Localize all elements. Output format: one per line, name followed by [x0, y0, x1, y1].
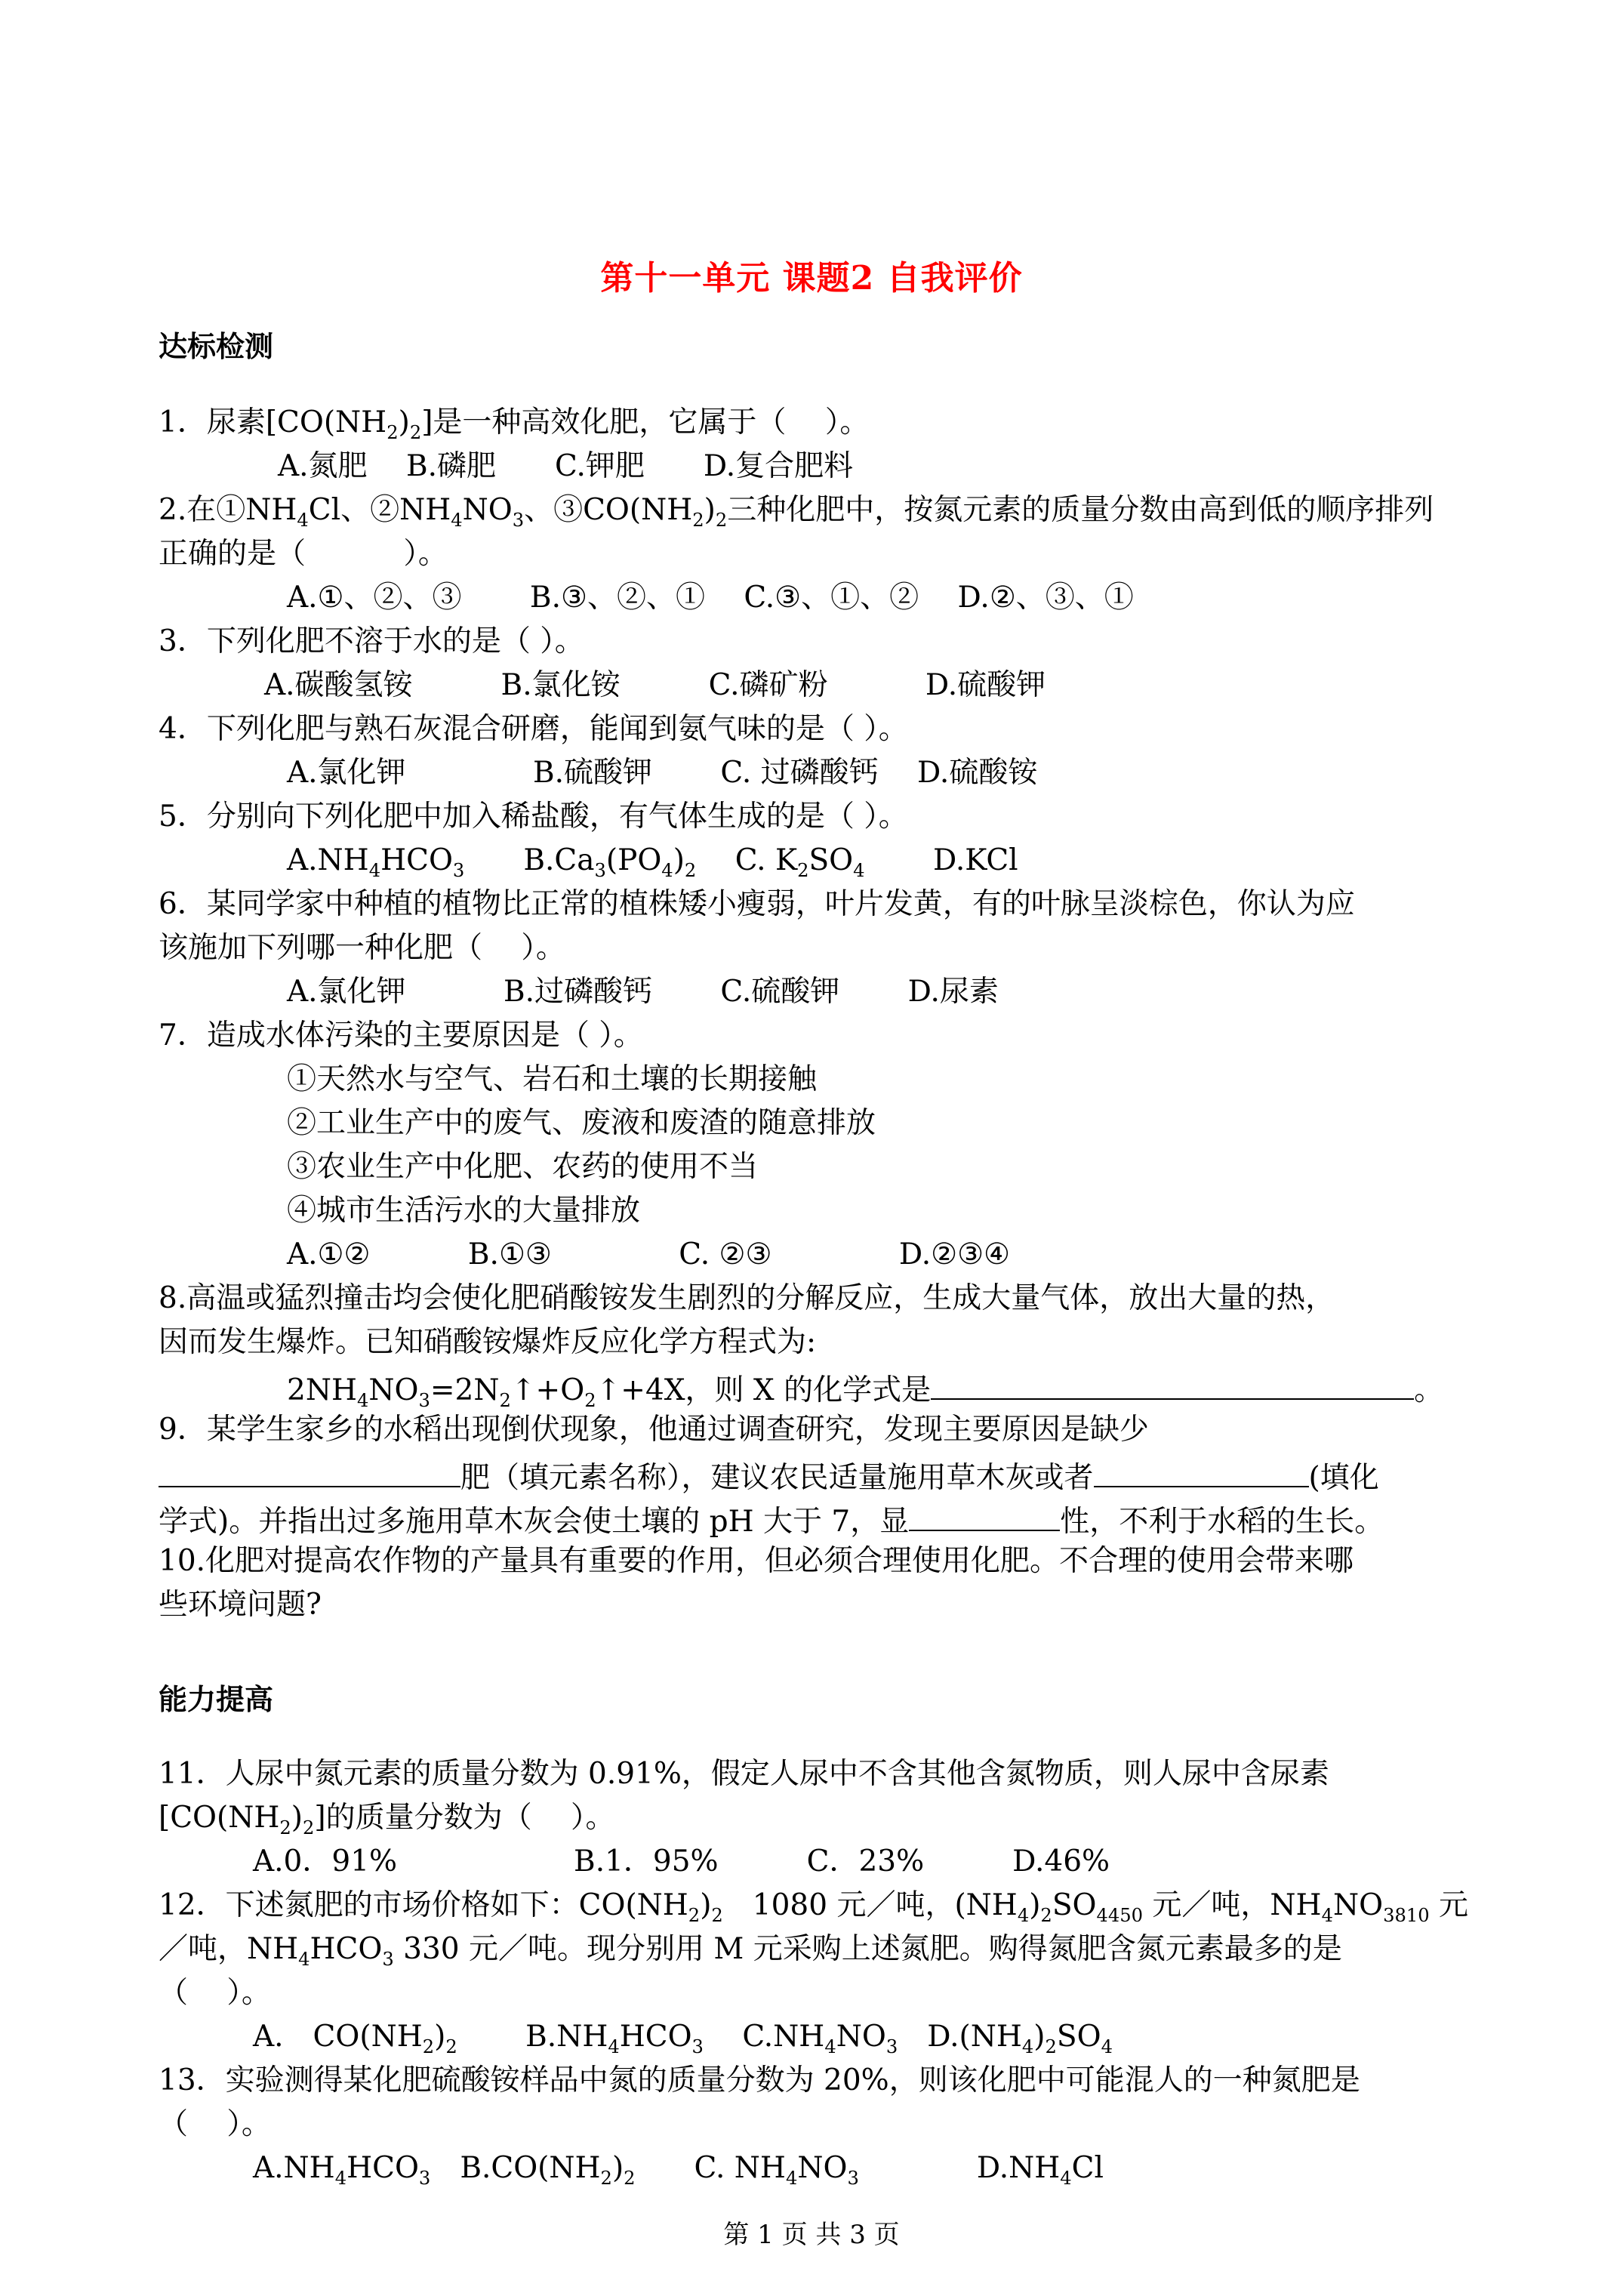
question-10-stem-line2: 些环境问题?	[159, 1588, 322, 1622]
question-4-options: A.氯化钾 B.硫酸钾 C. 过磷酸钙 D.硫酸铵	[287, 756, 1038, 790]
question-2-stem-line1: 2.在$①NH_4Cl$、$②NH_4NO_3$、$③CO(NH_2)_2$三种化肥中，按氮元素的质量分数由高到低的顺序排列	[159, 493, 1434, 531]
question-9-text-3a: 学式)。并指出过多施用草木灰会使土壤的 pH 大于 7，显	[159, 1505, 910, 1539]
question-7-item-3: ③农业生产中化肥、农药的使用不当	[287, 1150, 759, 1184]
question-10-stem-line1: 10.化肥对提高农作物的产量具有重要的作用，但必须合理使用化肥。不合理的使用会带来哪	[159, 1544, 1354, 1578]
page-title: 第十一单元 课题2 自我评价	[600, 259, 1023, 297]
question-9-property-blank[interactable]	[909, 1502, 1060, 1531]
question-12-stem-line3: （ ）。	[159, 1976, 271, 2010]
question-7-options: A.①② B.①③ C. ②③ D.②③④	[287, 1237, 1010, 1271]
question-12-options: A. $CO(NH_2)_2$ $B.NH_4HCO_3$ $C.NH_4NO_3$ $D.(NH_4)_2SO_4$	[253, 2020, 1113, 2057]
question-8-equation-line	[287, 1371, 1443, 1410]
question-8-stem-line2: 因而发生爆炸。已知硝酸铵爆炸反应化学方程式为:	[159, 1325, 817, 1359]
question-6-options: A.氯化钾 B.过磷酸钙 C.硫酸钾 D.尿素	[287, 975, 999, 1009]
section-heading-basic: 达标检测	[159, 329, 274, 363]
question-4-stem: 4．下列化肥与熟石灰混合研磨，能闻到氨气味的是（ ）。	[159, 712, 908, 746]
question-5-stem: 5．分别向下列化肥中加入稀盐酸，有气体生成的是（ ）。	[159, 800, 908, 834]
question-13-options: $A.NH_4HCO_3$ $B.CO(NH_2)_2$ C. $NH_4NO_3$ $D.NH_4Cl$	[253, 2151, 1104, 2189]
question-3-stem: 3．下列化肥不溶于水的是（ ）。	[159, 624, 584, 658]
question-12-stem-line1: 12．下述氮肥的市场价格如下：$CO(NH_2)_2$ 1080 元／吨，$(NH_4)_2SO_{4450}$ 元／吨，$NH_4NO_{3810}$ 元	[159, 1888, 1468, 1926]
question-9-element-blank[interactable]	[159, 1459, 460, 1487]
question-6-stem-line1: 6．某同学家中种植的植物比正常的植株矮小瘦弱，叶片发黄，有的叶脉呈淡棕色，你认为应	[159, 887, 1355, 921]
section-heading-advanced: 能力提高	[159, 1682, 274, 1716]
question-7-item-4: ④城市生活污水的大量排放	[287, 1194, 641, 1228]
question-6-stem-line2: 该施加下列哪一种化肥（ ）。	[159, 931, 565, 965]
question-8-end: 。	[1414, 1373, 1444, 1407]
question-8-equation: $2NH_4NO_3=2N_2↑+O_2↑+4X$，则 X 的化学式是	[287, 1373, 932, 1411]
question-11-stem-line2: $[CO(NH_2)_2]$的质量分数为（ ）。	[159, 1801, 615, 1838]
question-13-stem-line2: （ ）。	[159, 2107, 271, 2141]
question-7-item-2: ②工业生产中的废气、废液和废渣的随意排放	[287, 1106, 876, 1140]
question-13-stem-line1: 13．实验测得某化肥硫酸铵样品中氮的质量分数为 20%，则该化肥中可能混人的一种氮肥是	[159, 2063, 1360, 2097]
question-2-stem-line2: 正确的是（ ）。	[159, 537, 448, 571]
page-footer: 第 1 页 共 3 页	[723, 2220, 900, 2250]
question-7-stem: 7．造成水体污染的主要原因是（ ）。	[159, 1019, 643, 1052]
question-11-stem-line1: 11．人尿中氮元素的质量分数为 0.91%，假定人尿中不含其他含氮物质，则人尿中含尿素	[159, 1757, 1329, 1791]
question-8-stem-line1: 8.高温或猛烈撞击均会使化肥硝酸铵发生剧烈的分解反应，生成大量气体，放出大量的热，	[159, 1281, 1335, 1315]
question-1-stem: 1．尿素$[CO(NH_2)_2]$是一种高效化肥，它属于（ ）。	[159, 405, 870, 443]
question-7-item-1: ①天然水与空气、岩石和土壤的长期接触	[287, 1062, 818, 1096]
question-9-stem-line1: 9．某学生家乡的水稻出现倒伏现象，他通过调查研究，发现主要原因是缺少	[159, 1413, 1149, 1447]
question-9-text-2b: (填化	[1308, 1461, 1379, 1495]
question-11-options: A.0．91% B.1．95% C．23% D.46%	[253, 1845, 1110, 1878]
question-8-answer-blank[interactable]	[931, 1371, 1414, 1400]
question-9-text-2a: 肥（填元素名称），建议农民适量施用草木灰或者	[460, 1461, 1094, 1495]
question-3-options: A.碳酸氢铵 B.氯化铵 C.磷矿粉 D.硫酸钾	[264, 668, 1046, 702]
question-9-line3	[159, 1502, 1384, 1539]
question-1-options: A.氮肥 B.磷肥 C.钾肥 D.复合肥料	[278, 449, 854, 483]
question-5-options: $A.NH_4HCO_3$ $B.Ca_3(PO_4)_2$ C. $K_2SO_4$ D.KCl	[287, 843, 1018, 881]
question-12-stem-line2: ／吨，$NH_4HCO_3$ 330 元／吨。现分别用 M 元采购上述氮肥。购得氮肥含氮元素最多的是	[159, 1932, 1342, 1970]
question-9-formula-blank[interactable]	[1094, 1459, 1309, 1487]
question-9-text-3b: 性，不利于水稻的生长。	[1060, 1505, 1384, 1539]
question-2-options: A.①、②、③ B.③、②、① C.③、①、② D.②、③、①	[287, 581, 1134, 615]
question-9-line2	[159, 1459, 1379, 1493]
